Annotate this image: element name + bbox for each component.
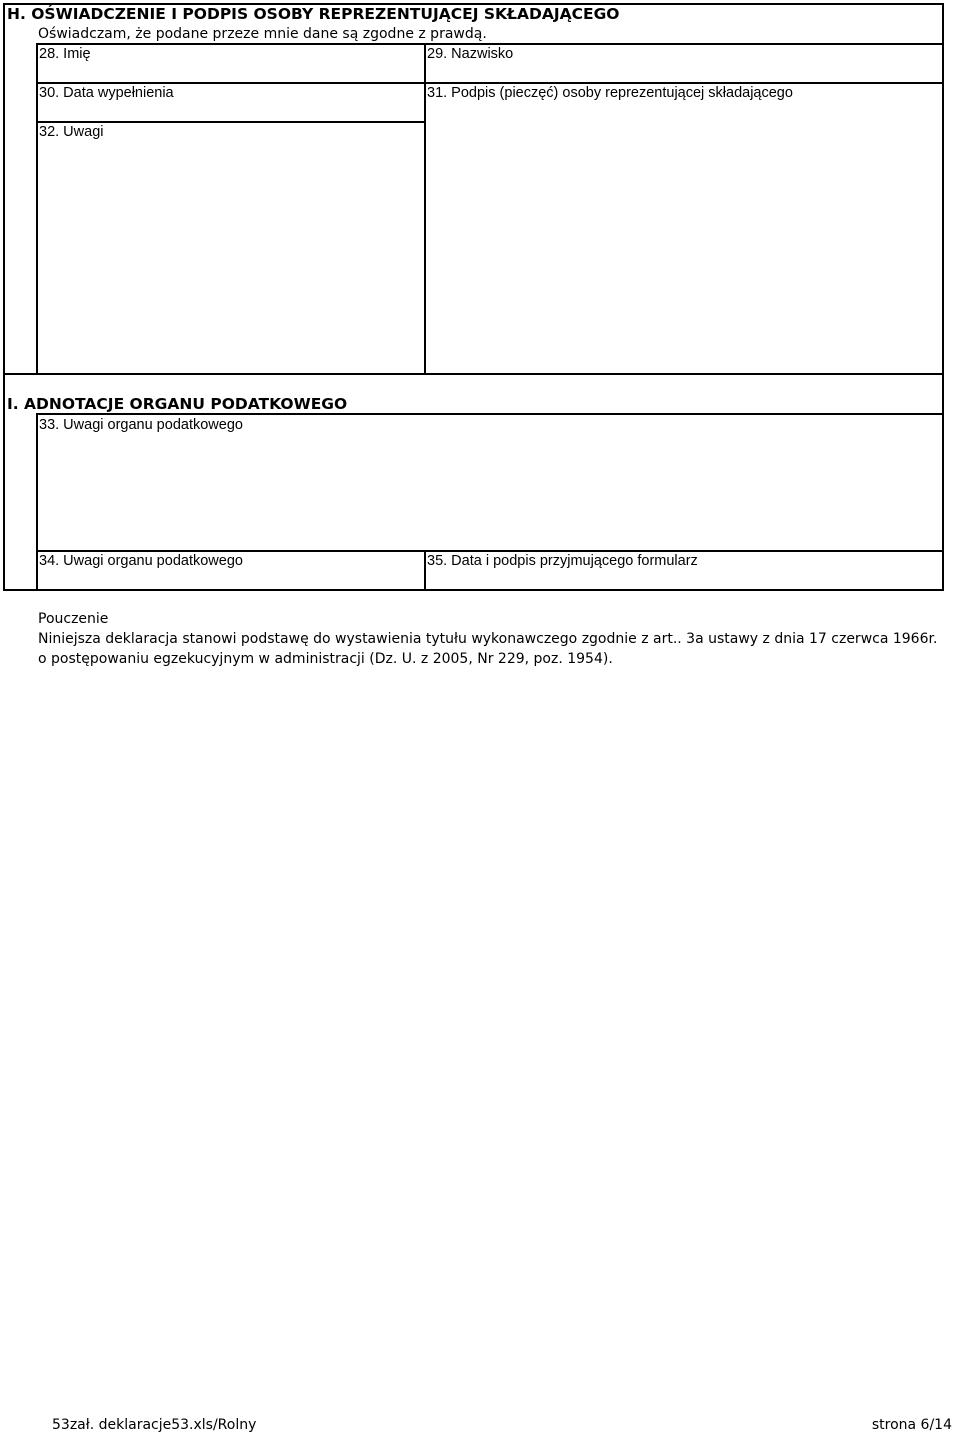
- notice-line-2: o postępowaniu egzekucyjnym w administracji (Dz. U. z 2005, Nr 229, poz. 1954).: [38, 651, 613, 667]
- section-i-title: I. ADNOTACJE ORGANU PODATKOWEGO: [7, 395, 348, 413]
- field-31-label: 31. Podpis (pieczęć) osoby reprezentującej składającego: [427, 85, 793, 101]
- field-28-first-name[interactable]: [36, 43, 426, 84]
- field-34-label: 34. Uwagi organu podatkowego: [39, 553, 243, 569]
- field-31-signature[interactable]: [424, 82, 944, 375]
- footer-filename: 53zał. deklaracje53.xls/Rolny: [52, 1417, 257, 1433]
- notice-line-1: Niniejsza deklaracja stanowi podstawę do wystawienia tytułu wykonawczego zgodnie z art.. 3a ustawy z dnia 17 czerwca 1966r.: [38, 631, 938, 647]
- field-33-tax-office-remarks[interactable]: [36, 413, 944, 552]
- field-33-label: 33. Uwagi organu podatkowego: [39, 417, 243, 433]
- notice-heading: Pouczenie: [38, 611, 109, 627]
- field-35-label: 35. Data i podpis przyjmującego formularz: [427, 553, 698, 569]
- field-32-label: 32. Uwagi: [39, 124, 104, 140]
- field-29-label: 29. Nazwisko: [427, 46, 514, 62]
- footer-page-number: strona 6/14: [871, 1417, 952, 1433]
- field-32-remarks[interactable]: [36, 121, 426, 375]
- section-h-title: H. OŚWIADCZENIE I PODPIS OSOBY REPREZENTUJĄCEJ SKŁADAJĄCEGO: [7, 5, 620, 23]
- field-28-label: 28. Imię: [39, 46, 91, 62]
- field-30-label: 30. Data wypełnienia: [39, 85, 174, 101]
- statement-text: Oświadczam, że podane przeze mnie dane są zgodne z prawdą.: [38, 26, 487, 42]
